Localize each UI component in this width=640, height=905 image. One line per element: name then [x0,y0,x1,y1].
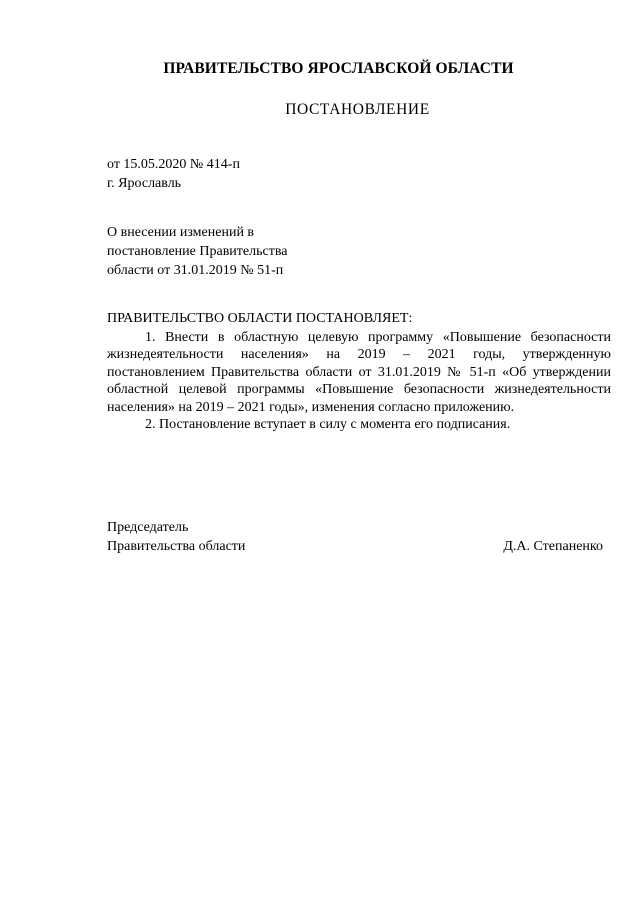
signatory-name: Д.А. Степаненко [503,539,603,554]
document-meta [107,155,240,193]
decree-heading: ПРАВИТЕЛЬСТВО ОБЛАСТИ ПОСТАНОВЛЯЕТ: [107,311,413,326]
date-number: от 15.05.2020 № 414-п [107,157,240,172]
document-body [107,310,611,434]
document-type: ПОСТАНОВЛЕНИЕ [285,101,430,118]
paragraph-1: 1. Внести в областную целевую программу «Повышение безопасности жизнедеятельности населения» на 2019 – 2021 годы, утвержденную постановлением Правительства области от 31.01.2019 № 51-п «Об утверждении областной целевой программы «Повышение безопасности жизнедеятельности населения» на 2019 – 2021 годы», изменения согласно приложению. [107,329,611,415]
city: г. Ярославль [107,176,182,191]
subject-line-1: О внесении изменений в [107,225,255,240]
subject-line-2: постановление Правительства [107,244,288,259]
paragraph-2: 2. Постановление вступает в силу с момента его подписания. [145,417,511,432]
organization-title: ПРАВИТЕЛЬСТВО ЯРОСЛАВСКОЙ ОБЛАСТИ [163,60,514,77]
signature-row [107,537,603,556]
document-subject [107,223,287,280]
signatory-title-1: Председатель [107,520,189,535]
subject-line-3: области от 31.01.2019 № 51-п [107,263,284,278]
signatory-title-2: Правительства области [107,539,246,554]
signature-block [107,518,603,556]
